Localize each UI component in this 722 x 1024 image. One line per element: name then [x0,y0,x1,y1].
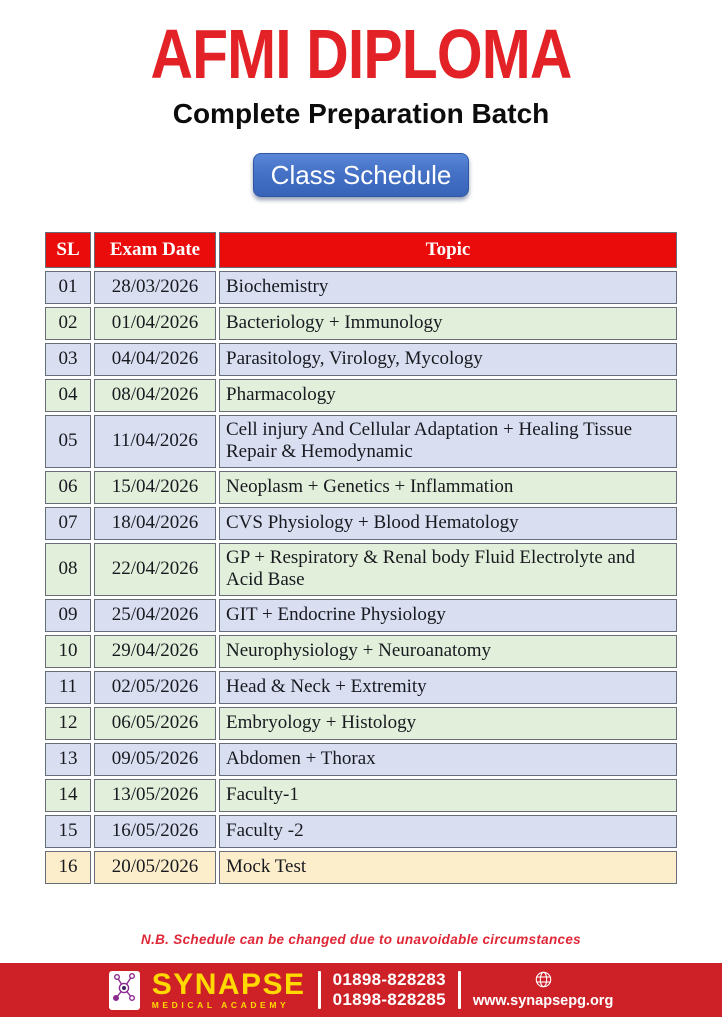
cell-sl: 07 [45,507,91,540]
table-row [45,471,677,504]
cell-topic: Neurophysiology + Neuroanatomy [219,635,677,668]
synapse-logo [109,971,140,1010]
phone-number-1: 01898-828283 [332,970,446,990]
bottom-strip [0,1017,722,1024]
cell-exam-date: 22/04/2026 [94,543,216,596]
cell-topic: CVS Physiology + Blood Hematology [219,507,677,540]
cell-exam-date: 15/04/2026 [94,471,216,504]
cell-sl: 03 [45,343,91,376]
table-row [45,543,677,596]
cell-exam-date: 20/05/2026 [94,851,216,884]
table-row [45,415,677,468]
brand-block [151,967,306,1010]
table-row [45,307,677,340]
synapse-molecule-icon [112,971,137,1009]
cell-topic: Head & Neck + Extremity [219,671,677,704]
cell-topic: Parasitology, Virology, Mycology [219,343,677,376]
schedule-table [42,229,680,887]
cell-topic: GIT + Endocrine Physiology [219,599,677,632]
cell-exam-date: 16/05/2026 [94,815,216,848]
column-header-exam-date: Exam Date [94,232,216,268]
cell-topic: Embryology + Histology [219,707,677,740]
cell-exam-date: 08/04/2026 [94,379,216,412]
table-row [45,343,677,376]
cell-topic: Faculty-1 [219,779,677,812]
table-row [45,743,677,776]
brand-name: SYNAPSE [151,967,306,1001]
cell-exam-date: 09/05/2026 [94,743,216,776]
table-row [45,379,677,412]
cell-exam-date: 18/04/2026 [94,507,216,540]
cell-sl: 02 [45,307,91,340]
class-schedule-button[interactable]: Class Schedule [253,153,469,197]
table-row [45,779,677,812]
cell-sl: 16 [45,851,91,884]
table-row [45,507,677,540]
cell-topic: Abdomen + Thorax [219,743,677,776]
page-title: AFMI DIPLOMA [150,15,572,93]
site-block [473,971,613,1009]
cell-exam-date: 06/05/2026 [94,707,216,740]
cell-sl: 15 [45,815,91,848]
cell-sl: 01 [45,271,91,304]
cell-sl: 10 [45,635,91,668]
column-header-sl: SL [45,232,91,268]
table-row [45,707,677,740]
brand-subtitle: MEDICAL ACADEMY [151,1000,290,1010]
schedule-note: N.B. Schedule can be changed due to unavoidable circumstances [141,932,581,947]
page-subtitle: Complete Preparation Batch [172,98,550,129]
table-header-row [45,232,677,268]
cell-exam-date: 13/05/2026 [94,779,216,812]
cell-topic: Biochemistry [219,271,677,304]
cell-exam-date: 04/04/2026 [94,343,216,376]
cell-sl: 11 [45,671,91,704]
table-row [45,635,677,668]
globe-icon [535,971,552,992]
cell-topic: Pharmacology [219,379,677,412]
cell-exam-date: 02/05/2026 [94,671,216,704]
website-link[interactable]: www.synapsepg.org [472,993,614,1010]
table-row [45,271,677,304]
cell-sl: 04 [45,379,91,412]
cell-topic: Cell injury And Cellular Adaptation + Healing Tissue Repair & Hemodynamic [219,415,677,468]
cell-exam-date: 11/04/2026 [94,415,216,468]
cell-exam-date: 29/04/2026 [94,635,216,668]
cell-exam-date: 01/04/2026 [94,307,216,340]
phone-number-2: 01898-828285 [332,990,446,1009]
cell-topic: Mock Test [219,851,677,884]
cell-topic: GP + Respiratory & Renal body Fluid Electrolyte and Acid Base [219,543,677,596]
table-row [45,851,677,884]
phone-block [333,970,446,1009]
footer-bar [0,963,722,1017]
table-row [45,671,677,704]
table-row [45,815,677,848]
cell-sl: 13 [45,743,91,776]
cell-sl: 12 [45,707,91,740]
cell-sl: 06 [45,471,91,504]
cell-sl: 09 [45,599,91,632]
cell-topic: Faculty -2 [219,815,677,848]
cell-sl: 14 [45,779,91,812]
cell-topic: Bacteriology + Immunology [219,307,677,340]
footer-divider [318,971,321,1009]
cell-sl: 08 [45,543,91,596]
cell-exam-date: 25/04/2026 [94,599,216,632]
column-header-topic: Topic [219,232,677,268]
cell-topic: Neoplasm + Genetics + Inflammation [219,471,677,504]
footer-divider [458,971,461,1009]
cell-exam-date: 28/03/2026 [94,271,216,304]
table-row [45,599,677,632]
cell-sl: 05 [45,415,91,468]
